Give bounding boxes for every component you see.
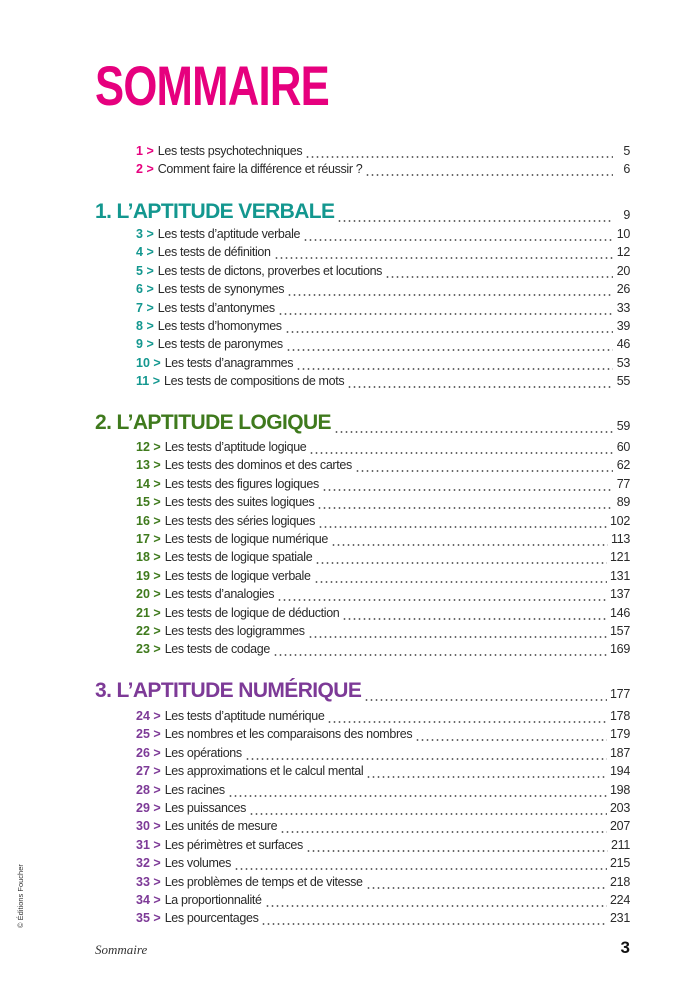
entry-number <box>136 143 154 159</box>
entry-label: Les tests des suites logiques <box>164 495 315 510</box>
entry-arrow: > <box>153 764 161 779</box>
entry-arrow: > <box>153 587 161 602</box>
entry-number <box>136 531 161 547</box>
entry-number <box>136 782 161 798</box>
entry-number <box>136 605 161 621</box>
entry-arrow: > <box>153 476 161 491</box>
entry-label: La proportionnalité <box>164 893 262 907</box>
entry-number-value: 25 <box>136 727 150 742</box>
dot-leader <box>366 874 607 890</box>
entry-page: 231 <box>610 911 630 926</box>
dot-leader <box>228 782 607 798</box>
entry-arrow: > <box>146 162 154 177</box>
dot-leader <box>314 568 607 584</box>
dot-leader <box>306 837 608 853</box>
toc-entry[interactable] <box>136 159 630 177</box>
entry-page: 6 <box>623 162 630 177</box>
entry-page: 146 <box>610 605 630 620</box>
dot-leader <box>342 605 607 621</box>
toc-entry[interactable] <box>136 890 630 908</box>
toc-entry[interactable] <box>136 511 630 529</box>
entry-arrow: > <box>153 782 161 797</box>
entry-label: Les tests de logique de déduction <box>164 605 340 620</box>
entry-number-value: 15 <box>136 495 150 510</box>
toc-entry[interactable] <box>136 584 630 602</box>
entry-number-value: 33 <box>136 874 150 889</box>
entry-number-value: 16 <box>136 513 150 528</box>
dot-leader <box>265 892 607 908</box>
entry-number-value: 9 <box>136 337 143 352</box>
entry-page: 203 <box>610 801 630 815</box>
entry-page: 179 <box>610 727 630 742</box>
entry-arrow: > <box>153 801 161 815</box>
entry-page: 55 <box>616 374 630 389</box>
dot-leader <box>365 161 613 177</box>
dot-leader <box>245 745 607 761</box>
toc-entry[interactable] <box>136 621 630 639</box>
entry-label: Comment faire la différence et réussir ? <box>157 162 363 177</box>
toc-entry[interactable] <box>136 334 630 352</box>
footer-running-title: Sommaire <box>95 942 148 957</box>
entry-arrow: > <box>153 642 161 657</box>
section-heading[interactable] <box>95 410 630 434</box>
entry-number <box>136 373 160 389</box>
entry-page: 194 <box>610 764 630 779</box>
dot-leader <box>305 143 613 159</box>
toc-entry[interactable] <box>136 724 630 742</box>
entry-number-value: 23 <box>136 642 150 657</box>
entry-arrow: > <box>153 745 161 760</box>
entry-label: Les tests de codage <box>164 642 270 657</box>
entry-number <box>136 439 161 455</box>
dot-leader <box>278 300 613 316</box>
entry-number <box>136 708 161 724</box>
entry-arrow: > <box>153 819 161 834</box>
entry-number <box>136 586 161 602</box>
entry-number-value: 14 <box>136 476 150 491</box>
entry-page: 113 <box>610 532 630 546</box>
dot-leader <box>415 726 607 742</box>
entry-page: 53 <box>616 355 630 370</box>
toc-entry[interactable] <box>136 224 630 242</box>
toc-entry[interactable] <box>136 437 630 455</box>
dot-leader <box>303 226 613 242</box>
entry-arrow: > <box>153 837 161 852</box>
dot-leader <box>286 336 613 352</box>
entry-arrow: > <box>153 727 161 742</box>
entry-arrow: > <box>153 856 161 871</box>
entry-arrow: > <box>153 624 161 638</box>
entry-number-value: 4 <box>136 245 143 260</box>
toc-entry[interactable] <box>136 353 630 371</box>
entry-label: Les tests de dictons, proverbes et locutions <box>157 263 383 278</box>
section-heading[interactable] <box>95 678 630 702</box>
entry-page: 12 <box>616 245 630 260</box>
entry-label: Les approximations et le calcul mental <box>164 764 364 779</box>
toc-entry[interactable] <box>136 298 630 316</box>
dot-leader <box>277 586 607 602</box>
dot-leader <box>385 263 613 279</box>
toc-entry[interactable] <box>136 743 630 761</box>
section-heading-title: 2. L’APTITUDE LOGIQUE <box>95 411 331 434</box>
section-heading-page: 9 <box>623 208 630 222</box>
entry-page: 10 <box>616 227 630 241</box>
dot-leader <box>274 244 613 260</box>
entry-number-value: 17 <box>136 532 150 546</box>
toc-entry[interactable] <box>136 816 630 834</box>
section-heading-page: 177 <box>610 687 630 701</box>
entry-number-value: 32 <box>136 856 150 871</box>
entry-page: 60 <box>616 440 630 454</box>
entry-number <box>136 226 154 242</box>
entry-label: Les volumes <box>164 856 232 871</box>
entry-label: Les nombres et les comparaisons des nombres <box>164 727 413 742</box>
entry-label: Les tests d’aptitude numérique <box>164 709 325 723</box>
entry-page: 102 <box>610 513 630 528</box>
entry-number <box>136 336 154 352</box>
entry-number <box>136 300 154 316</box>
dot-leader <box>309 439 613 455</box>
entry-label: Les pourcentages <box>164 911 259 926</box>
entry-number <box>136 641 161 657</box>
dot-leader <box>334 418 613 434</box>
entry-number-value: 21 <box>136 605 150 620</box>
dot-leader <box>327 708 607 724</box>
entry-number <box>136 281 154 297</box>
entry-number-value: 24 <box>136 709 150 723</box>
entry-page: 26 <box>616 282 630 297</box>
entry-number <box>136 763 161 779</box>
entry-number <box>136 818 161 834</box>
toc-entry[interactable] <box>136 455 630 473</box>
entry-label: Les problèmes de temps et de vitesse <box>164 874 363 889</box>
entry-arrow: > <box>153 874 161 889</box>
entry-arrow: > <box>146 144 154 158</box>
toc-entry[interactable] <box>136 316 630 334</box>
entry-page: 121 <box>610 550 630 565</box>
entry-label: Les périmètres et surfaces <box>164 837 303 852</box>
entry-arrow: > <box>152 374 161 389</box>
dot-leader <box>318 513 607 529</box>
entry-number-value: 18 <box>136 550 150 565</box>
dot-leader <box>322 476 613 492</box>
toc-entry[interactable] <box>136 798 630 816</box>
footer-page-number: 3 <box>620 938 630 957</box>
entry-label: Les tests de logique numérique <box>164 532 328 546</box>
entry-number-value: 6 <box>136 282 143 297</box>
entry-number <box>136 476 161 492</box>
entry-page: 5 <box>623 144 630 158</box>
entry-number-value: 2 <box>136 162 143 177</box>
entry-label: Les tests psychotechniques <box>157 144 303 158</box>
entry-number-value: 3 <box>136 227 143 241</box>
entry-page: 33 <box>616 300 630 315</box>
entry-label: Les tests d’aptitude logique <box>164 440 307 454</box>
dot-leader <box>296 355 613 371</box>
entry-label: Les racines <box>164 782 225 797</box>
entry-page: 137 <box>610 587 630 602</box>
entry-label: Les tests de logique verbale <box>164 568 311 583</box>
entry-number <box>136 568 161 584</box>
entry-arrow: > <box>153 532 161 546</box>
entry-number-value: 34 <box>136 893 150 907</box>
dot-leader <box>234 855 607 871</box>
toc-entry[interactable] <box>136 835 630 853</box>
dot-leader <box>285 318 613 334</box>
entry-arrow: > <box>153 458 161 473</box>
entry-label: Les tests de compositions de mots <box>164 374 345 389</box>
dot-leader <box>261 910 607 926</box>
page-title: SOMMAIRE <box>95 54 329 117</box>
entry-label: Les tests d’aptitude verbale <box>157 227 301 241</box>
entry-number-value: 31 <box>136 837 150 852</box>
entry-number-value: 27 <box>136 764 150 779</box>
dot-leader <box>287 281 613 297</box>
dot-leader <box>249 800 607 816</box>
dot-leader <box>366 763 607 779</box>
toc-entry[interactable] <box>136 529 630 547</box>
entry-number-value: 28 <box>136 782 150 797</box>
entry-page: 131 <box>610 568 630 583</box>
entry-arrow: > <box>146 263 154 278</box>
entry-number <box>136 745 161 761</box>
entry-arrow: > <box>153 709 161 723</box>
entry-label: Les tests de synonymes <box>157 282 285 297</box>
dot-leader <box>355 457 613 473</box>
entry-number-value: 12 <box>136 440 150 454</box>
entry-label: Les puissances <box>164 801 246 815</box>
entry-number-value: 10 <box>136 355 150 370</box>
toc-entry[interactable] <box>136 853 630 871</box>
entry-arrow: > <box>146 319 154 333</box>
entry-arrow: > <box>146 245 154 260</box>
toc-entry[interactable] <box>136 639 630 657</box>
entry-number <box>136 457 161 473</box>
entry-number <box>136 726 161 742</box>
entry-arrow: > <box>153 513 161 528</box>
entry-number-value: 1 <box>136 144 143 158</box>
entry-label: Les tests de paronymes <box>157 337 283 352</box>
entry-arrow: > <box>153 495 161 510</box>
entry-label: Les opérations <box>164 745 242 760</box>
section-heading-title: 1. L’APTITUDE VERBALE <box>95 200 335 223</box>
entry-arrow: > <box>153 568 161 583</box>
toc-entry[interactable] <box>136 761 630 779</box>
entry-number <box>136 161 154 177</box>
toc-entry[interactable] <box>136 474 630 492</box>
entry-number <box>136 318 154 334</box>
entry-label: Les tests d’antonymes <box>157 300 275 315</box>
entry-page: 169 <box>610 642 630 657</box>
entry-number <box>136 910 161 926</box>
entry-number <box>136 355 161 371</box>
entry-arrow: > <box>146 227 154 241</box>
entry-arrow: > <box>153 605 161 620</box>
toc-entry[interactable] <box>136 908 630 926</box>
section-heading[interactable] <box>95 199 630 223</box>
toc-entry[interactable] <box>136 566 630 584</box>
entry-number <box>136 263 154 279</box>
entry-label: Les tests d’analogies <box>164 587 275 602</box>
entry-page: 211 <box>610 837 630 852</box>
entry-page: 198 <box>610 782 630 797</box>
entry-arrow: > <box>146 282 154 297</box>
entry-number-value: 20 <box>136 587 150 602</box>
dot-leader <box>317 494 613 510</box>
entry-label: Les tests de logique spatiale <box>164 550 313 565</box>
toc-entry[interactable] <box>136 603 630 621</box>
entry-label: Les tests des dominos et des cartes <box>164 458 352 473</box>
entry-page: 46 <box>616 337 630 352</box>
entry-label: Les tests des logigrammes <box>164 624 305 638</box>
entry-arrow: > <box>153 550 161 565</box>
dot-leader <box>308 623 607 639</box>
entry-arrow: > <box>153 355 161 370</box>
toc-entry[interactable] <box>136 547 630 565</box>
entry-number-value: 35 <box>136 911 150 926</box>
entry-arrow: > <box>146 300 154 315</box>
toc-entry[interactable] <box>136 371 630 389</box>
dot-leader <box>273 641 607 657</box>
entry-page: 207 <box>610 819 630 834</box>
section-heading-page: 59 <box>616 419 630 433</box>
toc-entry[interactable] <box>136 242 630 260</box>
section-heading-title: 3. L’APTITUDE NUMÉRIQUE <box>95 679 362 702</box>
entry-number <box>136 874 161 890</box>
entry-label: Les unités de mesure <box>164 819 278 834</box>
entry-number <box>136 244 154 260</box>
entry-page: 224 <box>610 893 630 907</box>
entry-number-value: 22 <box>136 624 150 638</box>
entry-number-value: 29 <box>136 801 150 815</box>
entry-page: 39 <box>616 319 630 333</box>
entry-number-value: 5 <box>136 263 143 278</box>
entry-page: 187 <box>610 745 630 760</box>
toc-entry[interactable] <box>136 780 630 798</box>
entry-label: Les tests d’homonymes <box>157 319 282 333</box>
toc-entry[interactable] <box>136 141 630 159</box>
entry-number-value: 13 <box>136 458 150 473</box>
entry-number-value: 19 <box>136 568 150 583</box>
copyright-notice: © Éditions Foucher <box>16 864 25 928</box>
entry-arrow: > <box>146 337 154 352</box>
entry-label: Les tests des figures logiques <box>164 476 319 491</box>
toc-entry[interactable] <box>136 706 630 724</box>
entry-label: Les tests des séries logiques <box>164 513 316 528</box>
dot-leader <box>315 549 607 565</box>
entry-number-value: 8 <box>136 319 143 333</box>
toc-entry[interactable] <box>136 872 630 890</box>
entry-page: 157 <box>610 624 630 638</box>
entry-arrow: > <box>153 911 161 926</box>
entry-number <box>136 623 161 639</box>
entry-number <box>136 837 161 853</box>
entry-number <box>136 513 161 529</box>
dot-leader <box>280 818 607 834</box>
entry-page: 77 <box>616 476 630 491</box>
entry-number-value: 7 <box>136 300 143 315</box>
entry-page: 62 <box>616 458 630 473</box>
entry-page: 178 <box>610 709 630 723</box>
entry-number-value: 11 <box>136 374 150 389</box>
entry-number <box>136 855 161 871</box>
entry-number <box>136 892 161 908</box>
toc-entry[interactable] <box>136 279 630 297</box>
entry-number-value: 26 <box>136 745 150 760</box>
entry-label: Les tests d’anagrammes <box>164 355 294 370</box>
entry-number-value: 30 <box>136 819 150 834</box>
toc-entry[interactable] <box>136 261 630 279</box>
entry-arrow: > <box>153 893 161 907</box>
dot-leader <box>337 207 613 223</box>
entry-number <box>136 549 161 565</box>
entry-page: 20 <box>616 263 630 278</box>
entry-page: 215 <box>610 856 630 871</box>
entry-label: Les tests de définition <box>157 245 271 260</box>
entry-page: 218 <box>610 874 630 889</box>
dot-leader <box>331 531 608 547</box>
entry-number <box>136 494 161 510</box>
dot-leader <box>364 686 607 702</box>
entry-page: 89 <box>616 495 630 510</box>
entry-number <box>136 800 161 816</box>
toc-entry[interactable] <box>136 492 630 510</box>
dot-leader <box>347 373 613 389</box>
entry-arrow: > <box>153 440 161 454</box>
